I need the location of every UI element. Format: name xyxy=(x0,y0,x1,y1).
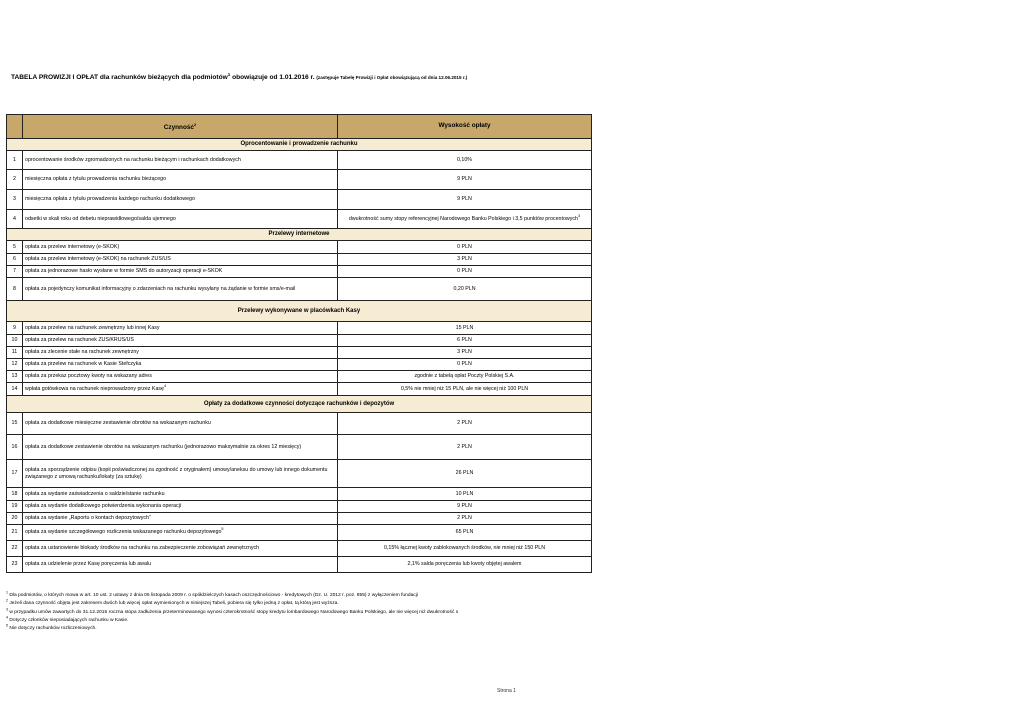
row-fee: 6 PLN xyxy=(338,335,592,347)
row-number: 13 xyxy=(7,371,23,383)
footnote-mark: 4 xyxy=(163,384,167,389)
table-row xyxy=(7,525,592,541)
row-activity: opłata za dodatkowe zestawienie obrotów na wskazanym rachunku (jednorazowo maksymalnie za okres 12 miesięcy) xyxy=(23,435,338,460)
row-number: 21 xyxy=(7,525,23,541)
row-activity: opłata za jednorazowe hasło wysłane w formie SMS do autoryzacji operacji e-SKOK xyxy=(23,266,338,278)
section-title: Opłaty za dodatkowe czynności dotyczące rachunków i depozytów xyxy=(7,396,592,413)
table-row xyxy=(7,170,592,190)
row-activity: odsetki w skali roku od debetu nieprawidłowego/salda ujemnego xyxy=(23,210,338,229)
row-activity: opłata za dodatkowe miesięczne zestawienie obrotów na wskazanym rachunku xyxy=(23,413,338,435)
table-row xyxy=(7,513,592,525)
row-activity: opłata za przelew na rachunek ZUS/KRUS/US xyxy=(23,335,338,347)
section-header-row xyxy=(7,229,592,241)
row-activity: wpłata gotówkowa na rachunek nieprowadzony przez Kasę$^4$ xyxy=(23,383,338,396)
row-number: 15 xyxy=(7,413,23,435)
table-row xyxy=(7,322,592,335)
row-activity: miesięczna opłata z tytułu prowadzenia rachunku bieżącego xyxy=(23,170,338,190)
row-number: 5 xyxy=(7,241,23,254)
title-replaces-note: (zastępuje Tabelę Prowizji i Opłat obowiązującą od dnia 12.06.2015 r.) xyxy=(316,75,468,81)
section-title: Oprocentowanie i prowadzenie rachunku xyxy=(7,139,592,151)
row-activity: opłata za wydanie zaświadczenia o saldzie/stanie rachunku xyxy=(23,488,338,501)
row-number: 6 xyxy=(7,254,23,266)
table-row xyxy=(7,190,592,210)
footnote: $^5$ Nie dotyczy rachunków rozliczeniowych. xyxy=(6,623,97,632)
row-number: 8 xyxy=(7,278,23,301)
row-activity: opłata za wydanie „Raportu o kontach depozytowych” xyxy=(23,513,338,525)
row-fee: 65 PLN xyxy=(338,525,592,541)
row-fee: 2 PLN xyxy=(338,413,592,435)
table-header-row xyxy=(7,115,592,139)
row-number: 23 xyxy=(7,557,23,573)
row-number: 11 xyxy=(7,347,23,359)
table-row xyxy=(7,266,592,278)
footnote-mark: 3 xyxy=(577,214,581,219)
row-fee: 0 PLN xyxy=(338,266,592,278)
section-title: Przelewy internetowe xyxy=(7,229,592,241)
table-row xyxy=(7,488,592,501)
row-number: 18 xyxy=(7,488,23,501)
title-footnote-mark: 1 xyxy=(227,72,231,77)
row-fee: 2,1% salda poręczenia lub kwoty objętej awalem xyxy=(338,557,592,573)
row-fee: dwukrotność sumy stopy referencyjnej Narodowego Banku Polskiego i 3,5 punktów procentowych$^3$ xyxy=(338,210,592,229)
row-number: 14 xyxy=(7,383,23,396)
row-number: 16 xyxy=(7,435,23,460)
row-fee: 2 PLN xyxy=(338,513,592,525)
footnote-mark: 5 xyxy=(6,623,8,628)
header-fee: Wysokość opłaty xyxy=(338,115,592,139)
footnote: $^3$ w przypadku umów zawartych do 31.12.2015 roczna stopa zadłużenia przeterminowanego wynosi czterokrotność stopy kredytu lombardowego Narodowego Banku Polskiego, ale nie więcej niż dwukrotność s xyxy=(6,606,459,615)
row-fee: 15 PLN xyxy=(338,322,592,335)
footnote-mark: 2 xyxy=(6,598,8,603)
row-fee: 2 PLN xyxy=(338,435,592,460)
row-fee: 0 PLN xyxy=(338,241,592,254)
row-activity: opłata za wydanie szczegółowego rozliczenia wskazanego rachunku depozytowego$^5$ xyxy=(23,525,338,541)
row-fee: 0,5% nie mniej niż 15 PLN, ale nie więcej niż 100 PLN xyxy=(338,383,592,396)
footnote: $^4$ Dotyczy członków nieposiadających rachunku w Kasie. xyxy=(6,615,129,623)
table-row xyxy=(7,254,592,266)
title-validity: obowiązuje od 1.01.2016 r. xyxy=(232,74,315,82)
footnote: $^2$ Jeżeli dana czynność objęta jest zakresem dwóch lub więcej opłat wymienionych w niniejszej Tabeli, pobiera się tylko jedną z opłat, tą którą jest wyższa. xyxy=(6,598,339,607)
row-activity: opłata za udzielenie przez Kasę poręczenia lub awalu xyxy=(23,557,338,573)
section-header-row xyxy=(7,301,592,322)
footnote-mark: 3 xyxy=(6,606,8,611)
table-row xyxy=(7,541,592,557)
table-row xyxy=(7,359,592,371)
row-number: 17 xyxy=(7,460,23,488)
table-row xyxy=(7,460,592,488)
row-number: 22 xyxy=(7,541,23,557)
table-row xyxy=(7,501,592,513)
table-row xyxy=(7,383,592,396)
row-number: 10 xyxy=(7,335,23,347)
title-main: TABELA PROWIZJI I OPŁAT dla rachunków bieżących dla podmiotów xyxy=(11,74,228,82)
header-activity: Czynność$^2$ xyxy=(23,115,338,139)
table-row xyxy=(7,413,592,435)
row-activity: miesięczna opłata z tytułu prowadzenia każdego rachunku dodatkowego xyxy=(23,190,338,210)
section-title: Przelewy wykonywane w placówkach Kasy xyxy=(7,301,592,322)
footnote-mark: 4 xyxy=(6,615,8,620)
section-header-row xyxy=(7,139,592,151)
row-activity: oprocentowanie środków zgromadzonych na rachunku bieżącym i rachunkach dodatkowych xyxy=(23,151,338,170)
section-header-row xyxy=(7,396,592,413)
row-number: 3 xyxy=(7,190,23,210)
row-fee: 0,10% xyxy=(338,151,592,170)
row-number: 4 xyxy=(7,210,23,229)
table-row xyxy=(7,371,592,383)
row-number: 19 xyxy=(7,501,23,513)
row-fee: zgodnie z tabelą opłat Poczty Polskiej S.A. xyxy=(338,371,592,383)
row-number: 12 xyxy=(7,359,23,371)
table-row xyxy=(7,151,592,170)
row-fee: 0,15% łącznej kwoty zablokowanych środków, nie mniej niż 150 PLN xyxy=(338,541,592,557)
row-number: 2 xyxy=(7,170,23,190)
row-number: 20 xyxy=(7,513,23,525)
row-fee: 0,20 PLN xyxy=(338,278,592,301)
row-activity: opłata za przelew internetowy (e-SKOK) na rachunek ZUS/US xyxy=(23,254,338,266)
table-row xyxy=(7,278,592,301)
row-fee: 3 PLN xyxy=(338,347,592,359)
row-activity: opłata za przelew na rachunek zewnętrzny lub innej Kasy xyxy=(23,322,338,335)
row-activity: opłata za wydanie dodatkowego potwierdzenia wykonania operacji xyxy=(23,501,338,513)
page-number: Strona 1 xyxy=(497,688,516,694)
document-title xyxy=(11,72,1011,81)
row-fee: 9 PLN xyxy=(338,501,592,513)
row-fee: 26 PLN xyxy=(338,460,592,488)
row-fee: 9 PLN xyxy=(338,190,592,210)
table-row xyxy=(7,347,592,359)
table-row xyxy=(7,210,592,229)
footnotes xyxy=(6,592,606,633)
row-activity: opłata za przelew na rachunek w Kasie Stefczyka xyxy=(23,359,338,371)
row-number: 9 xyxy=(7,322,23,335)
table-row xyxy=(7,241,592,254)
row-number: 7 xyxy=(7,266,23,278)
row-activity: opłata za sporządzenie odpisu (kopii poświadczonej za zgodność z oryginałem) umowy/aneksu do umowy lub innego dokumentu związanego z umową rachunku/lokaty (za sztukę) xyxy=(23,460,338,488)
row-activity: opłata za przelew internetowy (e-SKOK) xyxy=(23,241,338,254)
footnote-mark: 1 xyxy=(6,590,8,595)
row-activity: opłata za pojedynczy komunikat informacyjny o zdarzeniach na rachunku wysyłany na żądanie w formie sms/e-mail xyxy=(23,278,338,301)
fee-table xyxy=(6,114,592,573)
fee-table-body xyxy=(7,139,592,573)
table-row xyxy=(7,557,592,573)
row-activity: opłata za ustanowienie blokady środków na rachunku na zabezpieczenie zobowiązań zewnętrznych xyxy=(23,541,338,557)
table-row xyxy=(7,335,592,347)
row-activity: opłata za przekaz pocztowy kwoty na wskazany adres xyxy=(23,371,338,383)
row-number: 1 xyxy=(7,151,23,170)
row-fee: 0 PLN xyxy=(338,359,592,371)
footnote-mark: 5 xyxy=(221,527,224,532)
table-row xyxy=(7,435,592,460)
row-fee: 10 PLN xyxy=(338,488,592,501)
footnote: $^1$ Dla podmiotów, o których mowa w art. 10 ust. 2 ustawy z dnia 05 listopada 2009 r. o spółdzielczych kasach oszczędnościowo - kredytowych (Dz. U. 2012 r. poz. 855) z wyłączeniem fundacji xyxy=(6,590,418,598)
row-fee: 9 PLN xyxy=(338,170,592,190)
row-activity: opłata za zlecenie stałe na rachunek zewnętrzny xyxy=(23,347,338,359)
header-number-cell xyxy=(7,115,23,139)
row-fee: 3 PLN xyxy=(338,254,592,266)
